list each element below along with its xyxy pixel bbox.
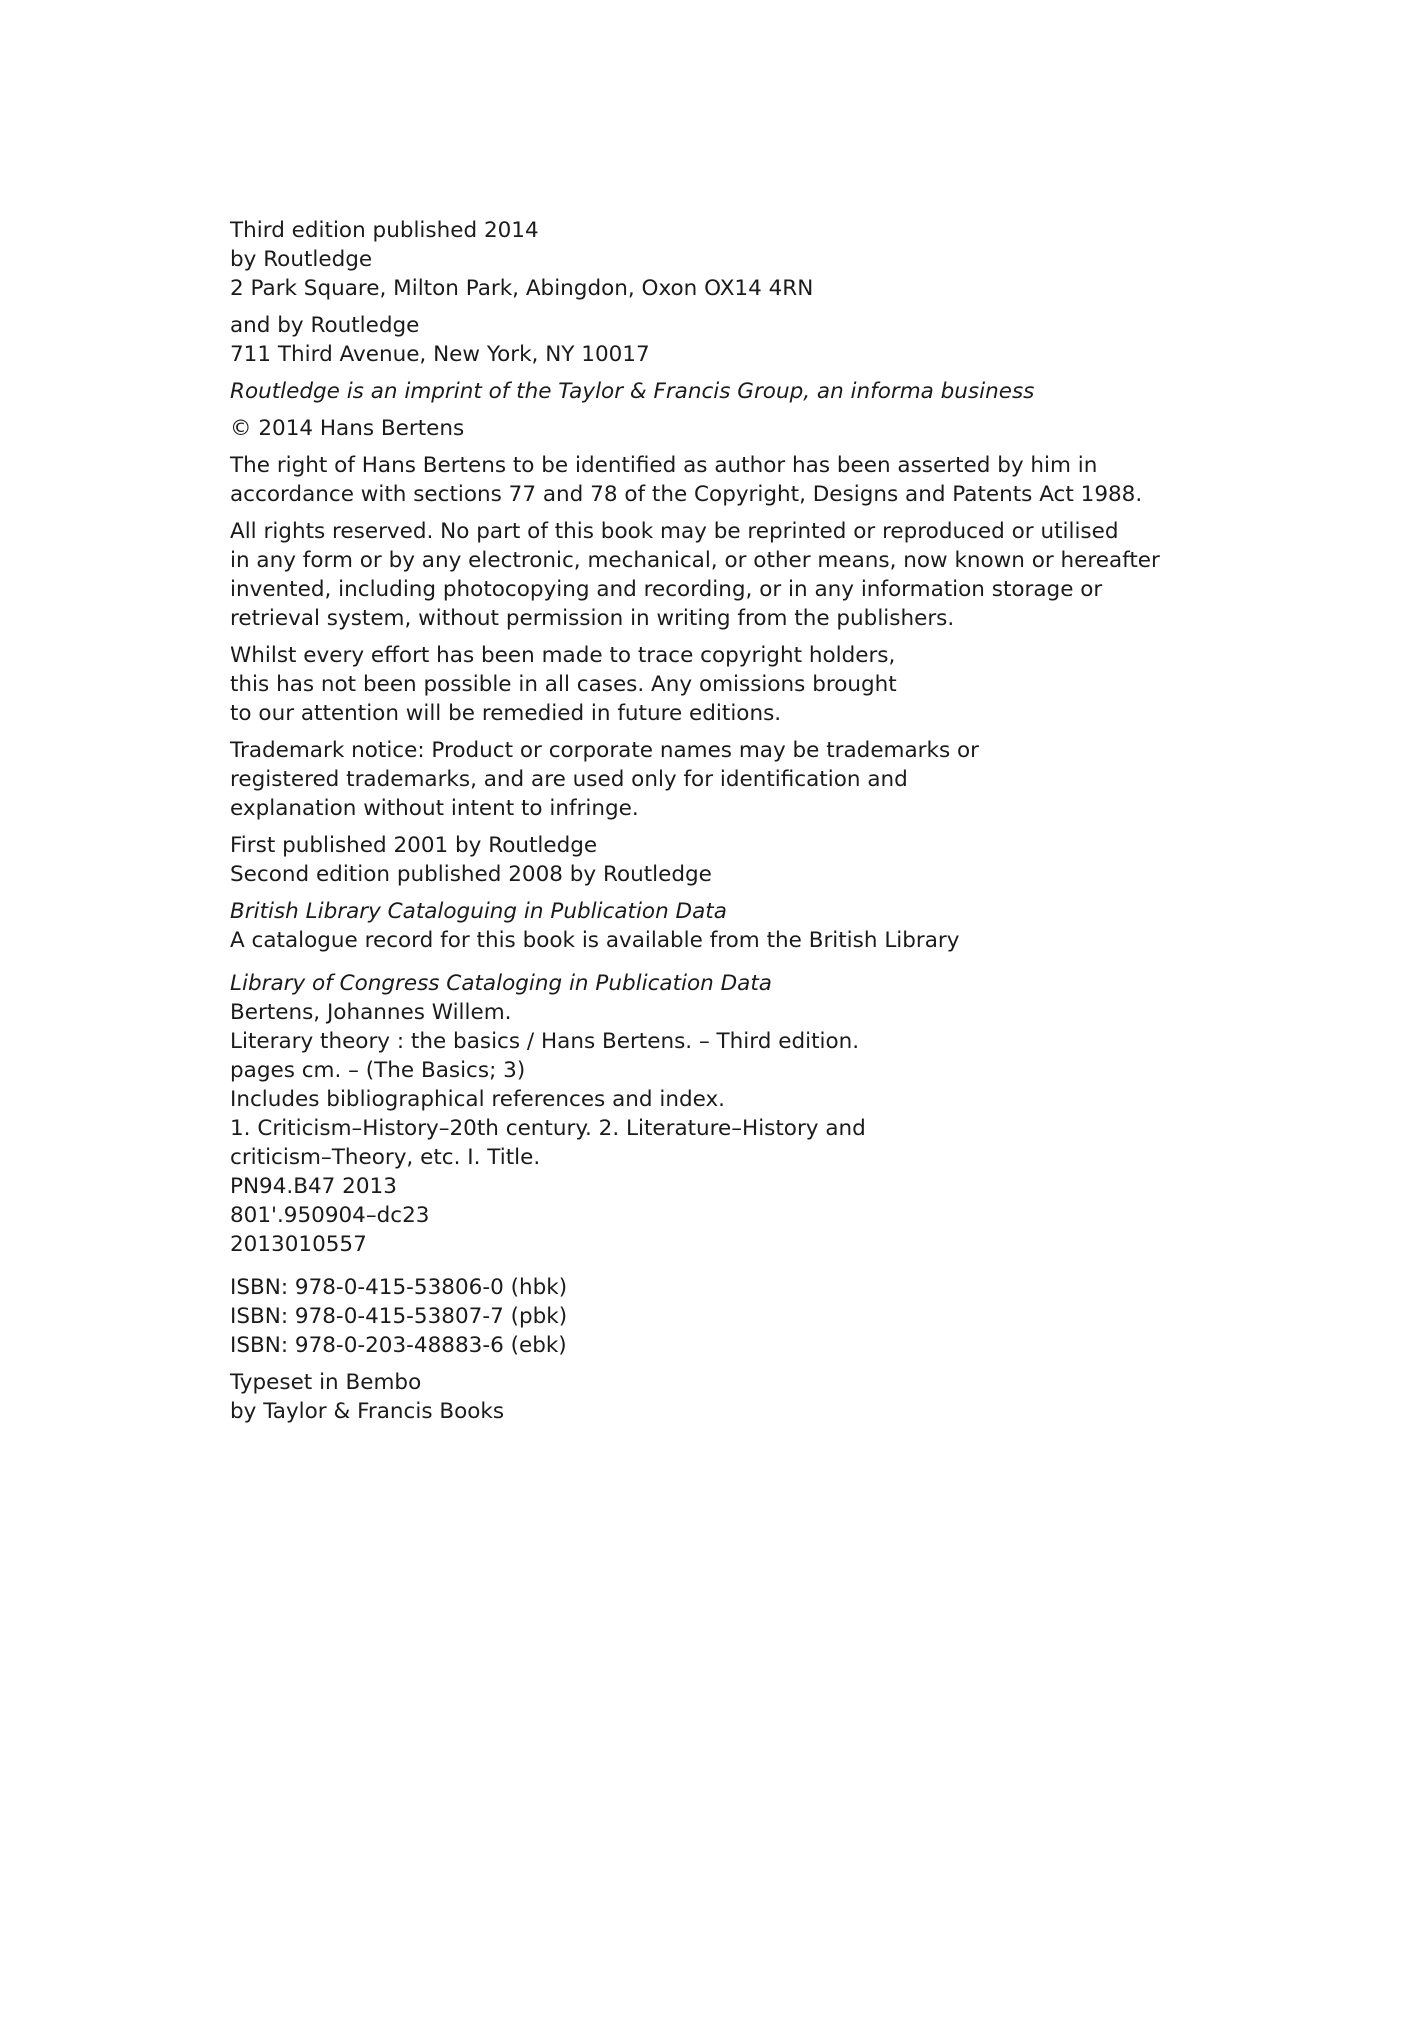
library-of-congress-heading [230, 969, 1230, 998]
text-line: Literary theory : the basics / Hans Bertens. – Third edition. [230, 1029, 860, 1054]
isbn-list [230, 1273, 1230, 1360]
text-line: explanation without intent to infringe. [230, 796, 639, 821]
british-library-record [230, 926, 1230, 955]
text-line: by Taylor & Francis Books [230, 1399, 505, 1424]
text-line: British Library Cataloguing in Publication Data [230, 899, 727, 924]
text-line: criticism–Theory, etc. I. Title. [230, 1145, 541, 1170]
text-line: 801'.950904–dc23 [230, 1203, 430, 1228]
text-line: Second edition published 2008 by Routledge [230, 862, 712, 887]
text-line: PN94.B47 2013 [230, 1174, 397, 1199]
moral-rights-statement [230, 451, 1230, 509]
text-line: to our attention will be remedied in future editions. [230, 701, 782, 726]
publication-history [230, 831, 1230, 889]
text-line: 711 Third Avenue, New York, NY 10017 [230, 342, 650, 367]
text-line: Whilst every effort has been made to trace copyright holders, [230, 643, 896, 668]
text-line: by Routledge [230, 247, 373, 272]
rights-reserved-statement [230, 517, 1230, 633]
trademark-notice [230, 736, 1230, 823]
text-line: Trademark notice: Product or corporate names may be trademarks or [230, 738, 979, 763]
text-line: Bertens, Johannes Willem. [230, 1000, 512, 1025]
text-line: in any form or by any electronic, mechanical, or other means, now known or hereafter [230, 548, 1160, 573]
text-line: Includes bibliographical references and index. [230, 1087, 726, 1112]
text-line: All rights reserved. No part of this book may be reprinted or reproduced or utilised [230, 519, 1119, 544]
text-line: accordance with sections 77 and 78 of the Copyright, Designs and Patents Act 1988. [230, 482, 1143, 507]
text-line: First published 2001 by Routledge [230, 833, 598, 858]
text-line: invented, including photocopying and recording, or in any information storage or [230, 577, 1103, 602]
edition-publisher-block [230, 216, 1230, 303]
text-line: this has not been possible in all cases. Any omissions brought [230, 672, 897, 697]
text-line: 1. Criticism–History–20th century. 2. Literature–History and [230, 1116, 866, 1141]
british-library-heading [230, 897, 1230, 926]
text-line: registered trademarks, and are used only for identification and [230, 767, 908, 792]
text-line: ISBN: 978-0-415-53807-7 (pbk) [230, 1304, 568, 1329]
text-line: ISBN: 978-0-415-53806-0 (hbk) [230, 1275, 568, 1300]
text-line: © 2014 Hans Bertens [230, 416, 465, 441]
text-line: 2013010557 [230, 1232, 367, 1257]
text-line: ISBN: 978-0-203-48883-6 (ebk) [230, 1333, 567, 1358]
copyright-notice [230, 414, 1230, 443]
text-line: Library of Congress Cataloging in Publication Data [230, 971, 772, 996]
imprint-note [230, 377, 1230, 406]
text-line: Typeset in Bembo [230, 1370, 422, 1395]
text-line: A catalogue record for this book is available from the British Library [230, 928, 960, 953]
text-line: retrieval system, without permission in writing from the publishers. [230, 606, 955, 631]
text-line: The right of Hans Bertens to be identified as author has been asserted by him in [230, 453, 1098, 478]
library-of-congress-record [230, 998, 1230, 1259]
text-line: 2 Park Square, Milton Park, Abingdon, Oxon OX14 4RN [230, 276, 814, 301]
text-line: pages cm. – (The Basics; 3) [230, 1058, 526, 1083]
text-line: Third edition published 2014 [230, 218, 539, 243]
text-line: Routledge is an imprint of the Taylor & Francis Group, an informa business [230, 379, 1035, 404]
us-publisher-block [230, 311, 1230, 369]
copyright-holders-note [230, 641, 1230, 728]
text-line: and by Routledge [230, 313, 420, 338]
copyright-page [230, 216, 1230, 1434]
typesetting-note [230, 1368, 1230, 1426]
